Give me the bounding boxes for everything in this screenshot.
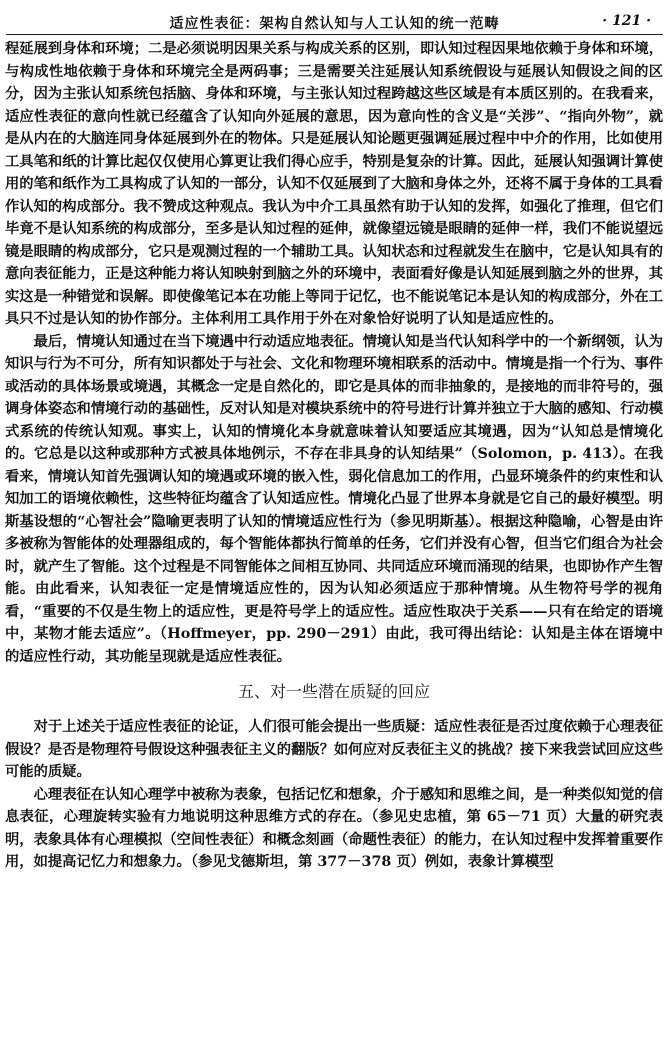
paragraph-objections: 对于上述关于适应性表征的论证，人们很可能会提出一些质疑：适应性表征是否过度依赖于心理表征假设？是否是物理符号假设这种强表征主义的翻版？如何应对反表征主义的挑战？接下来我尝试回应这些可能的质疑。	[5, 719, 663, 780]
running-title: 适应性表征：架构自然认知与人工认知的统一范畴	[169, 16, 500, 32]
section-heading: 五、对一些潜在质疑的回应	[237, 682, 430, 701]
running-header	[6, 6, 663, 35]
body-text	[5, 38, 663, 874]
paragraph-situated-cognition: 最后，情境认知通过在当下境遇中行动适应地表征。情境认知是当代认知科学中的一个新纲领，认为知识与行为不可分，所有知识都处于与社会、文化和物理环境相联系的活动中。情境是指一个行为、事件或活动的具体场景或境遇，其概念一定是自然化的，即它是具体的而非抽象的，是接地的而非符号的，强调身体姿态和情境行动的基础性，反对认知是对模块系统中的符号进行计算并独立于大脑的感知、行动模式系统的传统认知观。事实上，认知的情境化本身就意味着认知要适应其境遇，因为“认知总是情境化的。它总是以这种或那种方式被具体地例示，不存在非具身的认知结果”（Solomon，p. 413）。在我看来，情境认知首先强调认知的境遇或环境的嵌入性，弱化信息加工的作用，凸显环境条件的约束性和认知加工的语境依赖性，这些特征均蕴含了认知适应性。情境化凸显了世界本身就是它自己的最好模型。明斯基设想的“心智社会”隐喻更表明了认知的情境适应性行为（参见明斯基）。根据这种隐喻，心智是由许多被称为智能体的处理器组成的，每个智能体都执行简单的任务，它们并没有心智，但当它们组合为社会时，就产生了智能。这个过程是不同智能体之间相互协同、共同适应环境而涌现的结果，也即协作产生智能。由此看来，认知表征一定是情境适应性的，因为认知必须适应于那种情境。从生物符号学的视角看，“重要的不仅是生物上的适应性，更是符号学上的适应性。适应性取决于关系——只有在给定的语境中，某物才能去适应”。（Hoffmeyer，pp. 290－291）由此，我可得出结论：认知是主体在语境中的适应性行动，其功能呈现就是适应性表征。	[5, 333, 663, 665]
paragraph-continued: 程延展到身体和环境；二是必须说明因果关系与构成关系的区别，即认知过程因果地依赖于身体和环境，与构成性地依赖于身体和环境完全是两码事；三是需要关注延展认知系统假设与延展认知假设之间的区分，因为主张认知系统包括脑、身体和环境，与主张认知过程跨越这些区域是有本质区别的。在我看来，适应性表征的意向性就已经蕴含了认知向外延展的意思，因为意向性的含义是“关涉”、“指向外物”，就是从内在的大脑连同身体延展到外在的物体。只是延展认知论题更强调延展过程中中介的作用，比如使用工具笔和纸的计算比起仅仅使用心算更让我们得心应手，特别是复杂的计算。因此，延展认知强调计算使用的笔和纸作为工具构成了认知的一部分，认知不仅延展到了大脑和身体之外，还将不属于身体的工具看作认知的构成部分。我不赞成这种观点。我认为中介工具虽然有助于认知的发挥，如强化了推理，但它们毕竟不是认知系统的构成部分，至多是认知过程的延伸，就像望远镜是眼睛的延伸一样，我们不能说望远镜是眼睛的构成部分，它只是观测过程的一个辅助工具。认知状态和过程就发生在脑中，它是认知具有的意向表征能力，正是这种能力将认知映射到脑之外的环境中，表面看好像是认知延展到脑之外的世界，其实这是一种错觉和误解。即使像笔记本在功能上等同于记忆，也不能说笔记本是认知的构成部分，外在工具只不过是认知的协作部分。主体利用工具作用于外在对象恰好说明了认知是适应性的。	[5, 41, 663, 327]
page-number: · 121 ·	[602, 13, 651, 29]
paragraph-mental-representation: 心理表征在认知心理学中被称为表象，包括记忆和想象，介于感知和思维之间，是一种类似知觉的信息表征，心理旋转实验有力地说明这种思维方式的存在。（参见史忠植，第 65－71 页）大量的研究表明，表象具体有心理模拟（空间性表征）和概念刻画（命题性表征）的能力，在认知过程中发挥着重要作用，如提高记忆力和想象力。（参见戈德斯坦，第 377－378 页）例如，表象计算模型	[5, 786, 663, 870]
